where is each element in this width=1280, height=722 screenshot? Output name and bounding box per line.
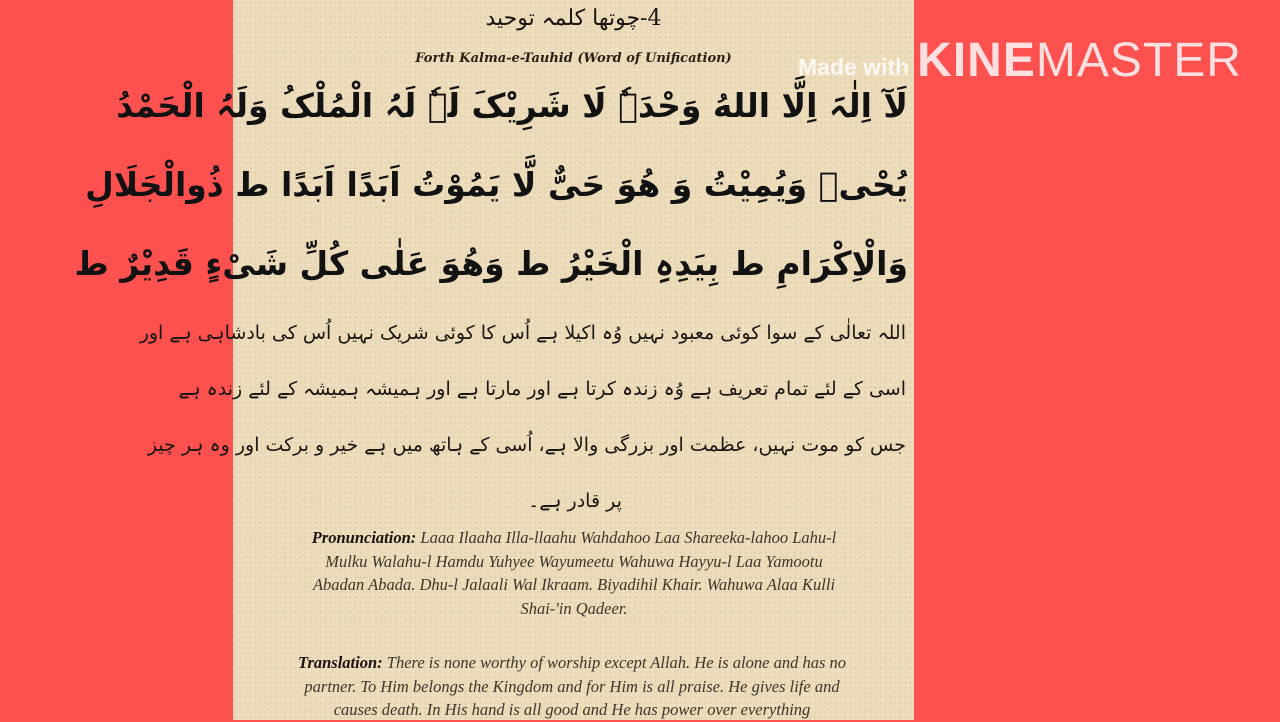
pronunciation-line-1: Pronunciation: Laaa Ilaaha Illa-llaahu Wahdahoo Laa Shareeka-lahoo Lahu-l bbox=[311, 528, 837, 547]
pronunciation-line-2: Mulku Walahu-l Hamdu Yuhyee Wayumeetu Wahuwa Hayyu-l Laa Yamootu bbox=[325, 551, 823, 571]
pronunciation-label: Pronunciation: bbox=[311, 528, 417, 547]
arabic-line-1: لَآ اِلٰہَ اِلَّا اللهُ وَحْدَہٗ لَا شَرِیْکَ لَہٗ لَہُ الْمُلْکُ وَلَہُ الْحَمْدُ bbox=[116, 86, 908, 125]
urdu-line-2: اسی کے لئے تمام تعریف ہے وُہ زندہ کرتا ہے اور مارتا ہے اور ہمیشہ ہمیشہ کے لئے زندہ ہے bbox=[178, 378, 906, 400]
translation-block bbox=[233, 651, 911, 722]
urdu-line-3: جس کو موت نہیں، عظمت اور بزرگی والا ہے، اُسی کے ہاتھ میں ہے خیر و برکت اور وہ ہر چیز bbox=[147, 434, 906, 456]
kalma-number-title: 4-چوتھا کلمہ توحید bbox=[485, 6, 662, 31]
urdu-line-1: اللہ تعالٰی کے سوا کوئی معبود نہیں وُہ اکیلا ہے اُس کا کوئی شریک نہیں اُس کی بادشاہی ہے اور bbox=[139, 322, 906, 344]
watermark-made-with: Made with bbox=[798, 53, 910, 80]
translation-line-1: Translation: There is none worthy of worship except Allah. He is alone and has no bbox=[297, 653, 846, 672]
kalma-english-title: Forth Kalma-e-Tauhid (Word of Unification) bbox=[415, 51, 732, 66]
kalma-document-page bbox=[74, 0, 914, 720]
urdu-line-4: پر قادر ہے۔ bbox=[528, 490, 622, 512]
translation-label: Translation: bbox=[297, 653, 383, 672]
pronunciation-line-4: Shai-'in Qadeer. bbox=[520, 598, 628, 618]
kinemaster-watermark bbox=[798, 30, 1242, 90]
arabic-line-2: یُحْیٖ وَیُمِیْتُ وَ ھُوَ حَیٌّ لَّا یَمُوْتُ اَبَدًا اَبَدًا ط ذُوالْجَلَالِ bbox=[85, 165, 908, 204]
pronunciation-line-3: Abadan Abada. Dhu-l Jalaali Wal Ikraam. Biyadihil Khair. Wahuwa Alaa Kulli bbox=[312, 575, 836, 594]
translation-line-2: partner. To Him belongs the Kingdom and for Him is all praise. He gives life and bbox=[304, 676, 840, 696]
pronunciation-block bbox=[239, 526, 909, 620]
arabic-line-3: وَالْاِکْرَامِ ط بِیَدِہِ الْخَیْرُ ط وَھُوَ عَلٰی کُلِّ شَیْءٍ قَدِیْرٌ ط bbox=[74, 244, 908, 283]
watermark-brand-master: MASTER bbox=[1035, 33, 1242, 87]
watermark-brand-kine: KINE bbox=[917, 33, 1036, 87]
translation-line-3: causes death. In His hand is all good and He has power over everything bbox=[333, 700, 811, 719]
